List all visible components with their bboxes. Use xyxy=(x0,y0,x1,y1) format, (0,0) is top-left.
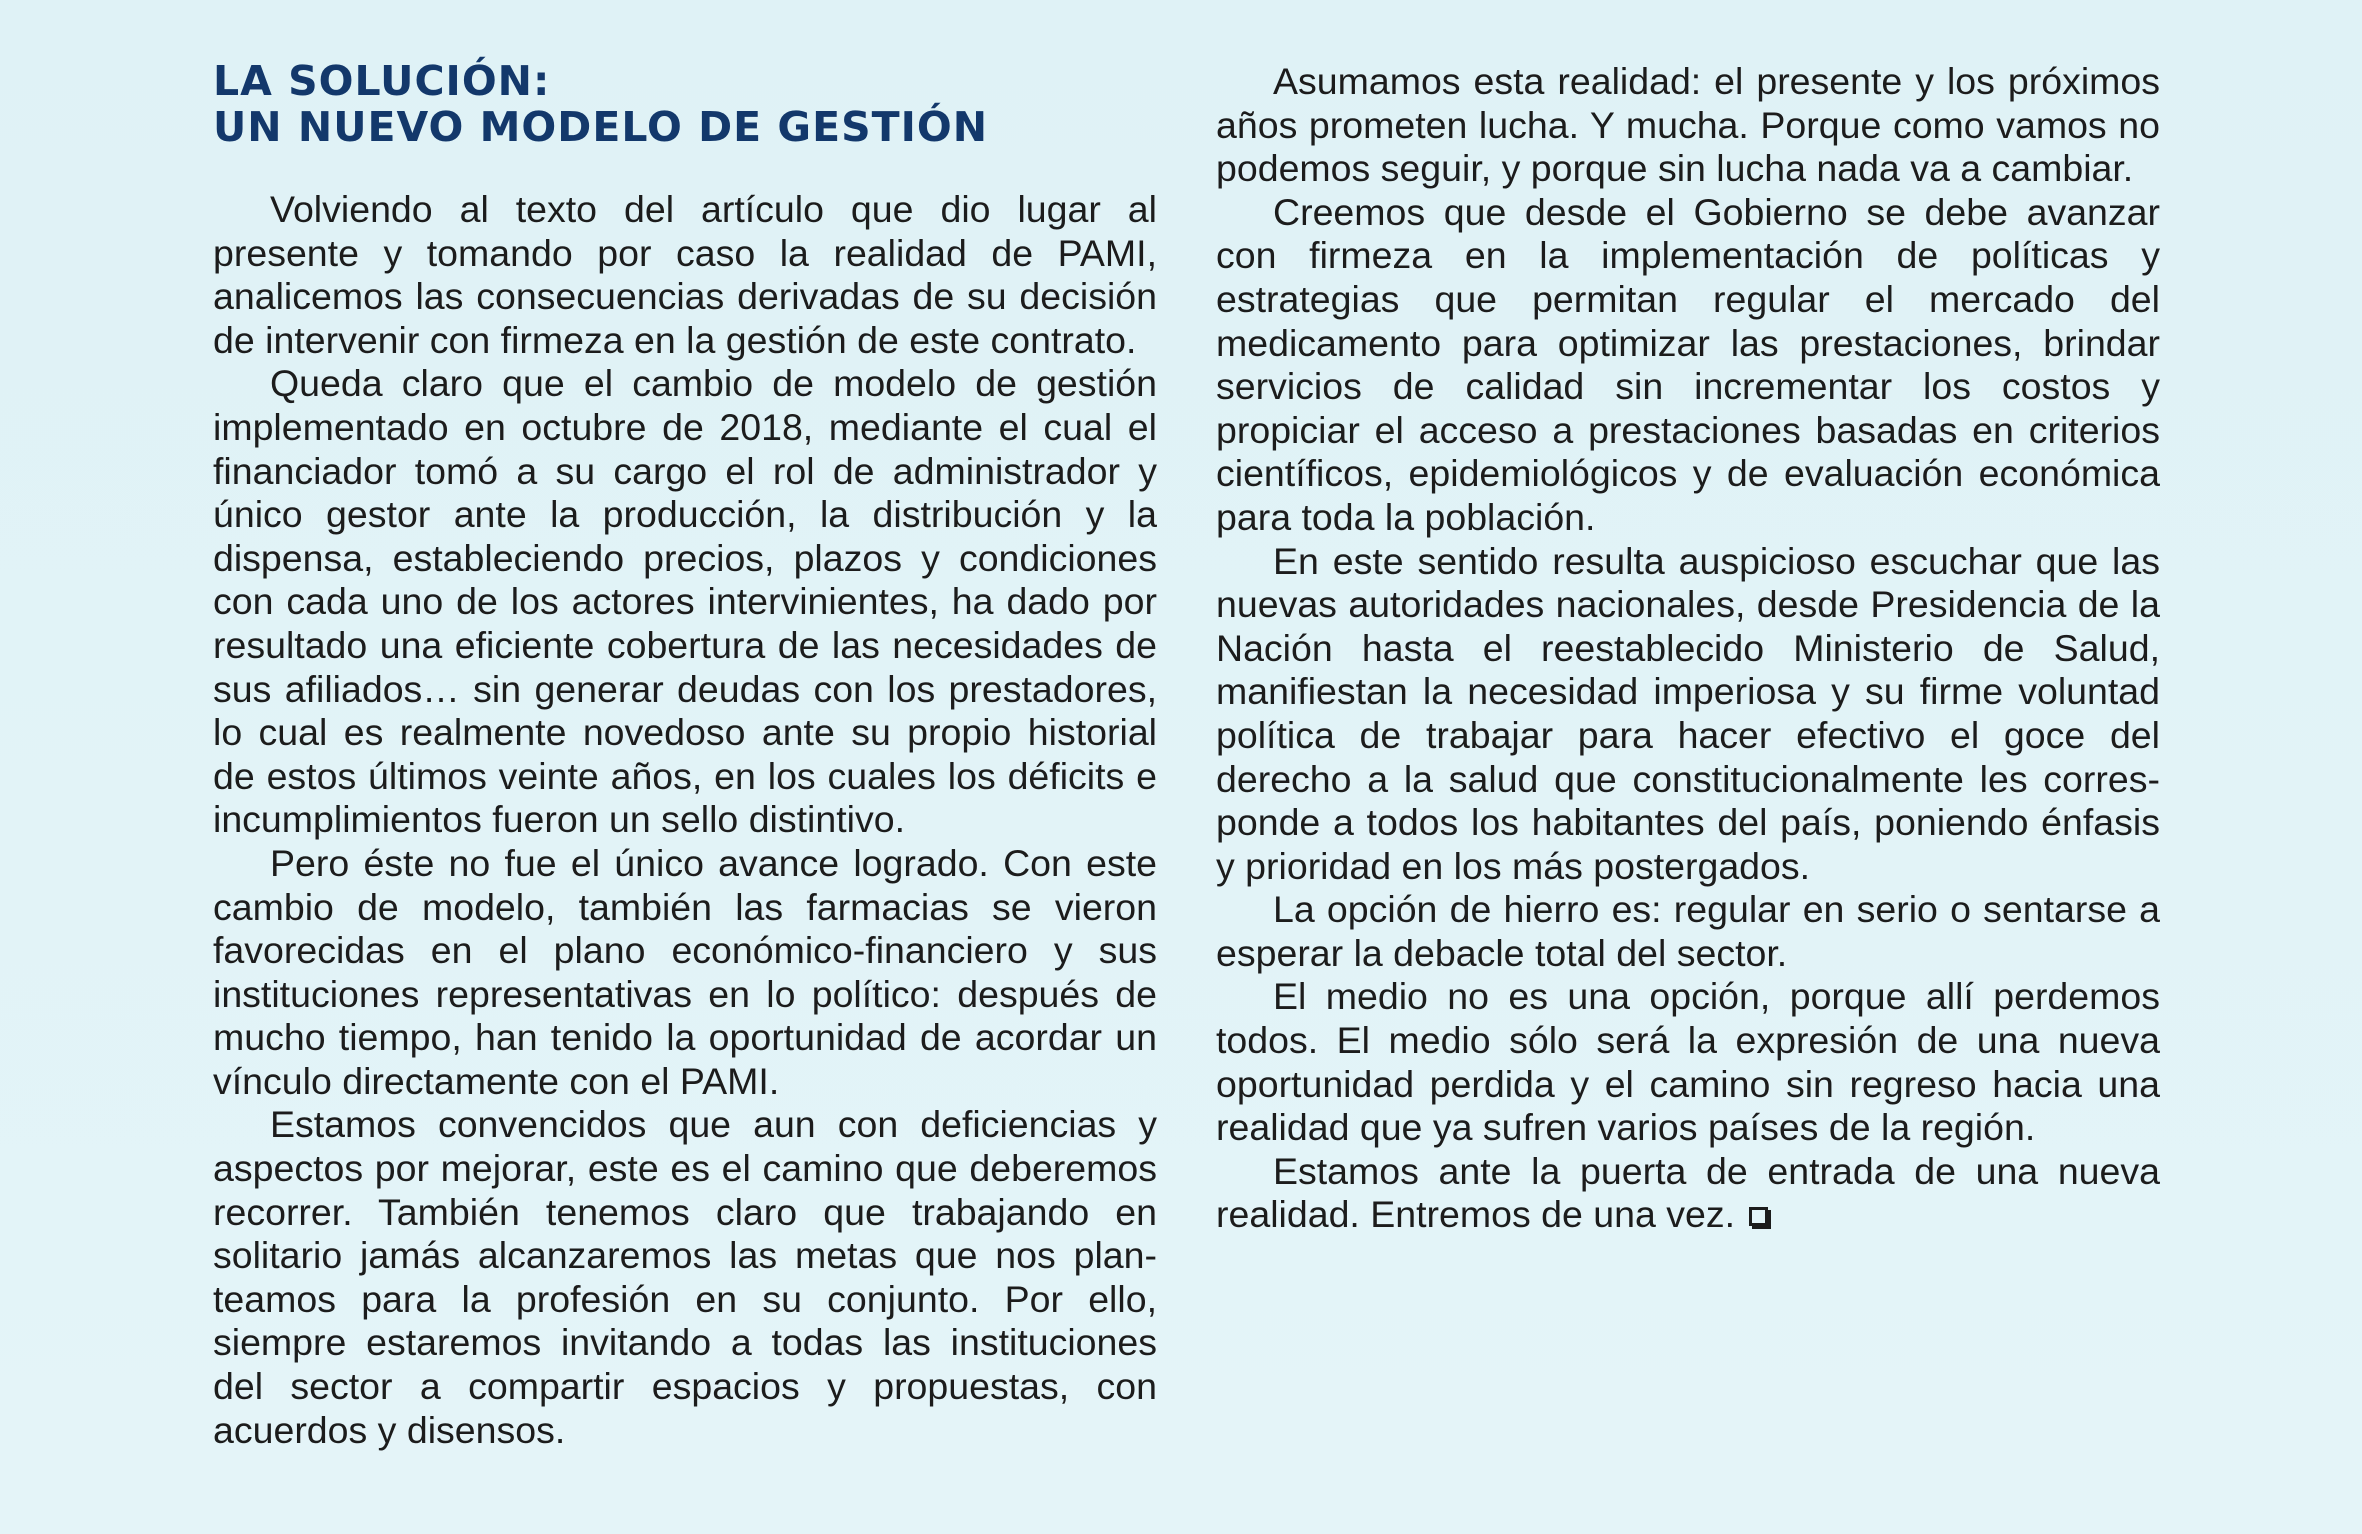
paragraph: Queda claro que el cambio de modelo de gestión implementado en octubre de 2018, mediante el cual el financiador tomó a su cargo el rol de administrador y único gestor ante la producción, la distribución y la dispensa, estableciendo precios, plazos y condiciones con cada uno de los actores intervinientes, ha dado por resultado una eficiente cobertura de las necesidades de sus afiliados… sin generar deudas con los prestadores, lo cual es realmente novedoso ante su propio historial de estos últimos veinte años, en los cuales los déficits e incumplimientos fueron un sello distintivo. xyxy=(213,362,1157,841)
right-column xyxy=(1216,60,2160,1237)
paragraph: El medio no es una opción, porque allí perdemos todos. El medio sólo será la expresión de una nueva oportunidad perdida y el camino sin regreso hacia una realidad que ya sufren varios países de la región. xyxy=(1216,975,2160,1149)
paragraph: Asumamos esta realidad: el presente y los próximos años prometen lucha. Y mucha. Porque como vamos no podemos seguir, y porque sin lucha nada va a cambiar. xyxy=(1216,60,2160,190)
paragraph: Creemos que desde el Gobierno se debe avanzar con firmeza en la implementación de políticas y estrategias que permitan regular el mercado del medicamento para optimizar las prestaciones, brindar servicios de calidad sin incrementar los costos y propiciar el acceso a prestaciones basadas en criterios científicos, epidemiológicos y de evaluación económica para toda la población. xyxy=(1216,190,2160,538)
closing-paragraph-text: Estamos ante la puerta de entrada de una nueva realidad. Entremos de una vez. xyxy=(1216,1149,2160,1236)
left-column xyxy=(213,58,1157,1452)
paragraph: Pero éste no fue el único avance logrado. Con este cambio de modelo, también las farmacias se vieron favorecidas en el plano económico-financiero y sus instituciones representativas en lo político: después de mucho tiempo, han tenido la oportunidad de acordar un vínculo directamente con el PAMI. xyxy=(213,841,1157,1102)
paragraph: En este sentido resulta auspicioso escuchar que las nuevas autoridades nacionales, desde Presidencia de la Nación hasta el reestablecido Ministerio de Salud, manifiestan la necesidad imperiosa y su firme voluntad política de trabajar para hacer efectivo el goce del derecho a la salud que constitucionalmente les corresponde a todos los habitantes del país, poniendo énfasis y prioridad en los más postergados. xyxy=(1216,539,2160,887)
paragraph: La opción de hierro es: regular en serio o sentarse a esperar la debacle total del sector. xyxy=(1216,888,2160,974)
article-heading xyxy=(213,58,1157,150)
paragraph: Estamos convencidos que aun con deficiencias y aspectos por mejorar, este es el camino que deberemos recorrer. También tenemos claro que trabajando en solitario jamás alcanzaremos las metas que nos planteamos para la profesión en su conjunto. Por ello, siempre estaremos invitando a todas las instituciones del sector a compartir espacios y propuestas, con acuerdos y disensos. xyxy=(213,1103,1157,1451)
heading-line-2: UN NUEVO MODELO DE GESTIÓN xyxy=(213,103,989,151)
end-of-article-square-icon xyxy=(1749,1207,1768,1226)
closing-paragraph xyxy=(1216,1150,2160,1237)
paragraph: Volviendo al texto del artículo que dio lugar al presente y tomando por caso la realidad de PAMI, analicemos las consecuencias derivadas de su decisión de intervenir con firmeza en la gestión de este contrato. xyxy=(213,188,1157,361)
heading-line-1: LA SOLUCIÓN: xyxy=(213,57,551,105)
